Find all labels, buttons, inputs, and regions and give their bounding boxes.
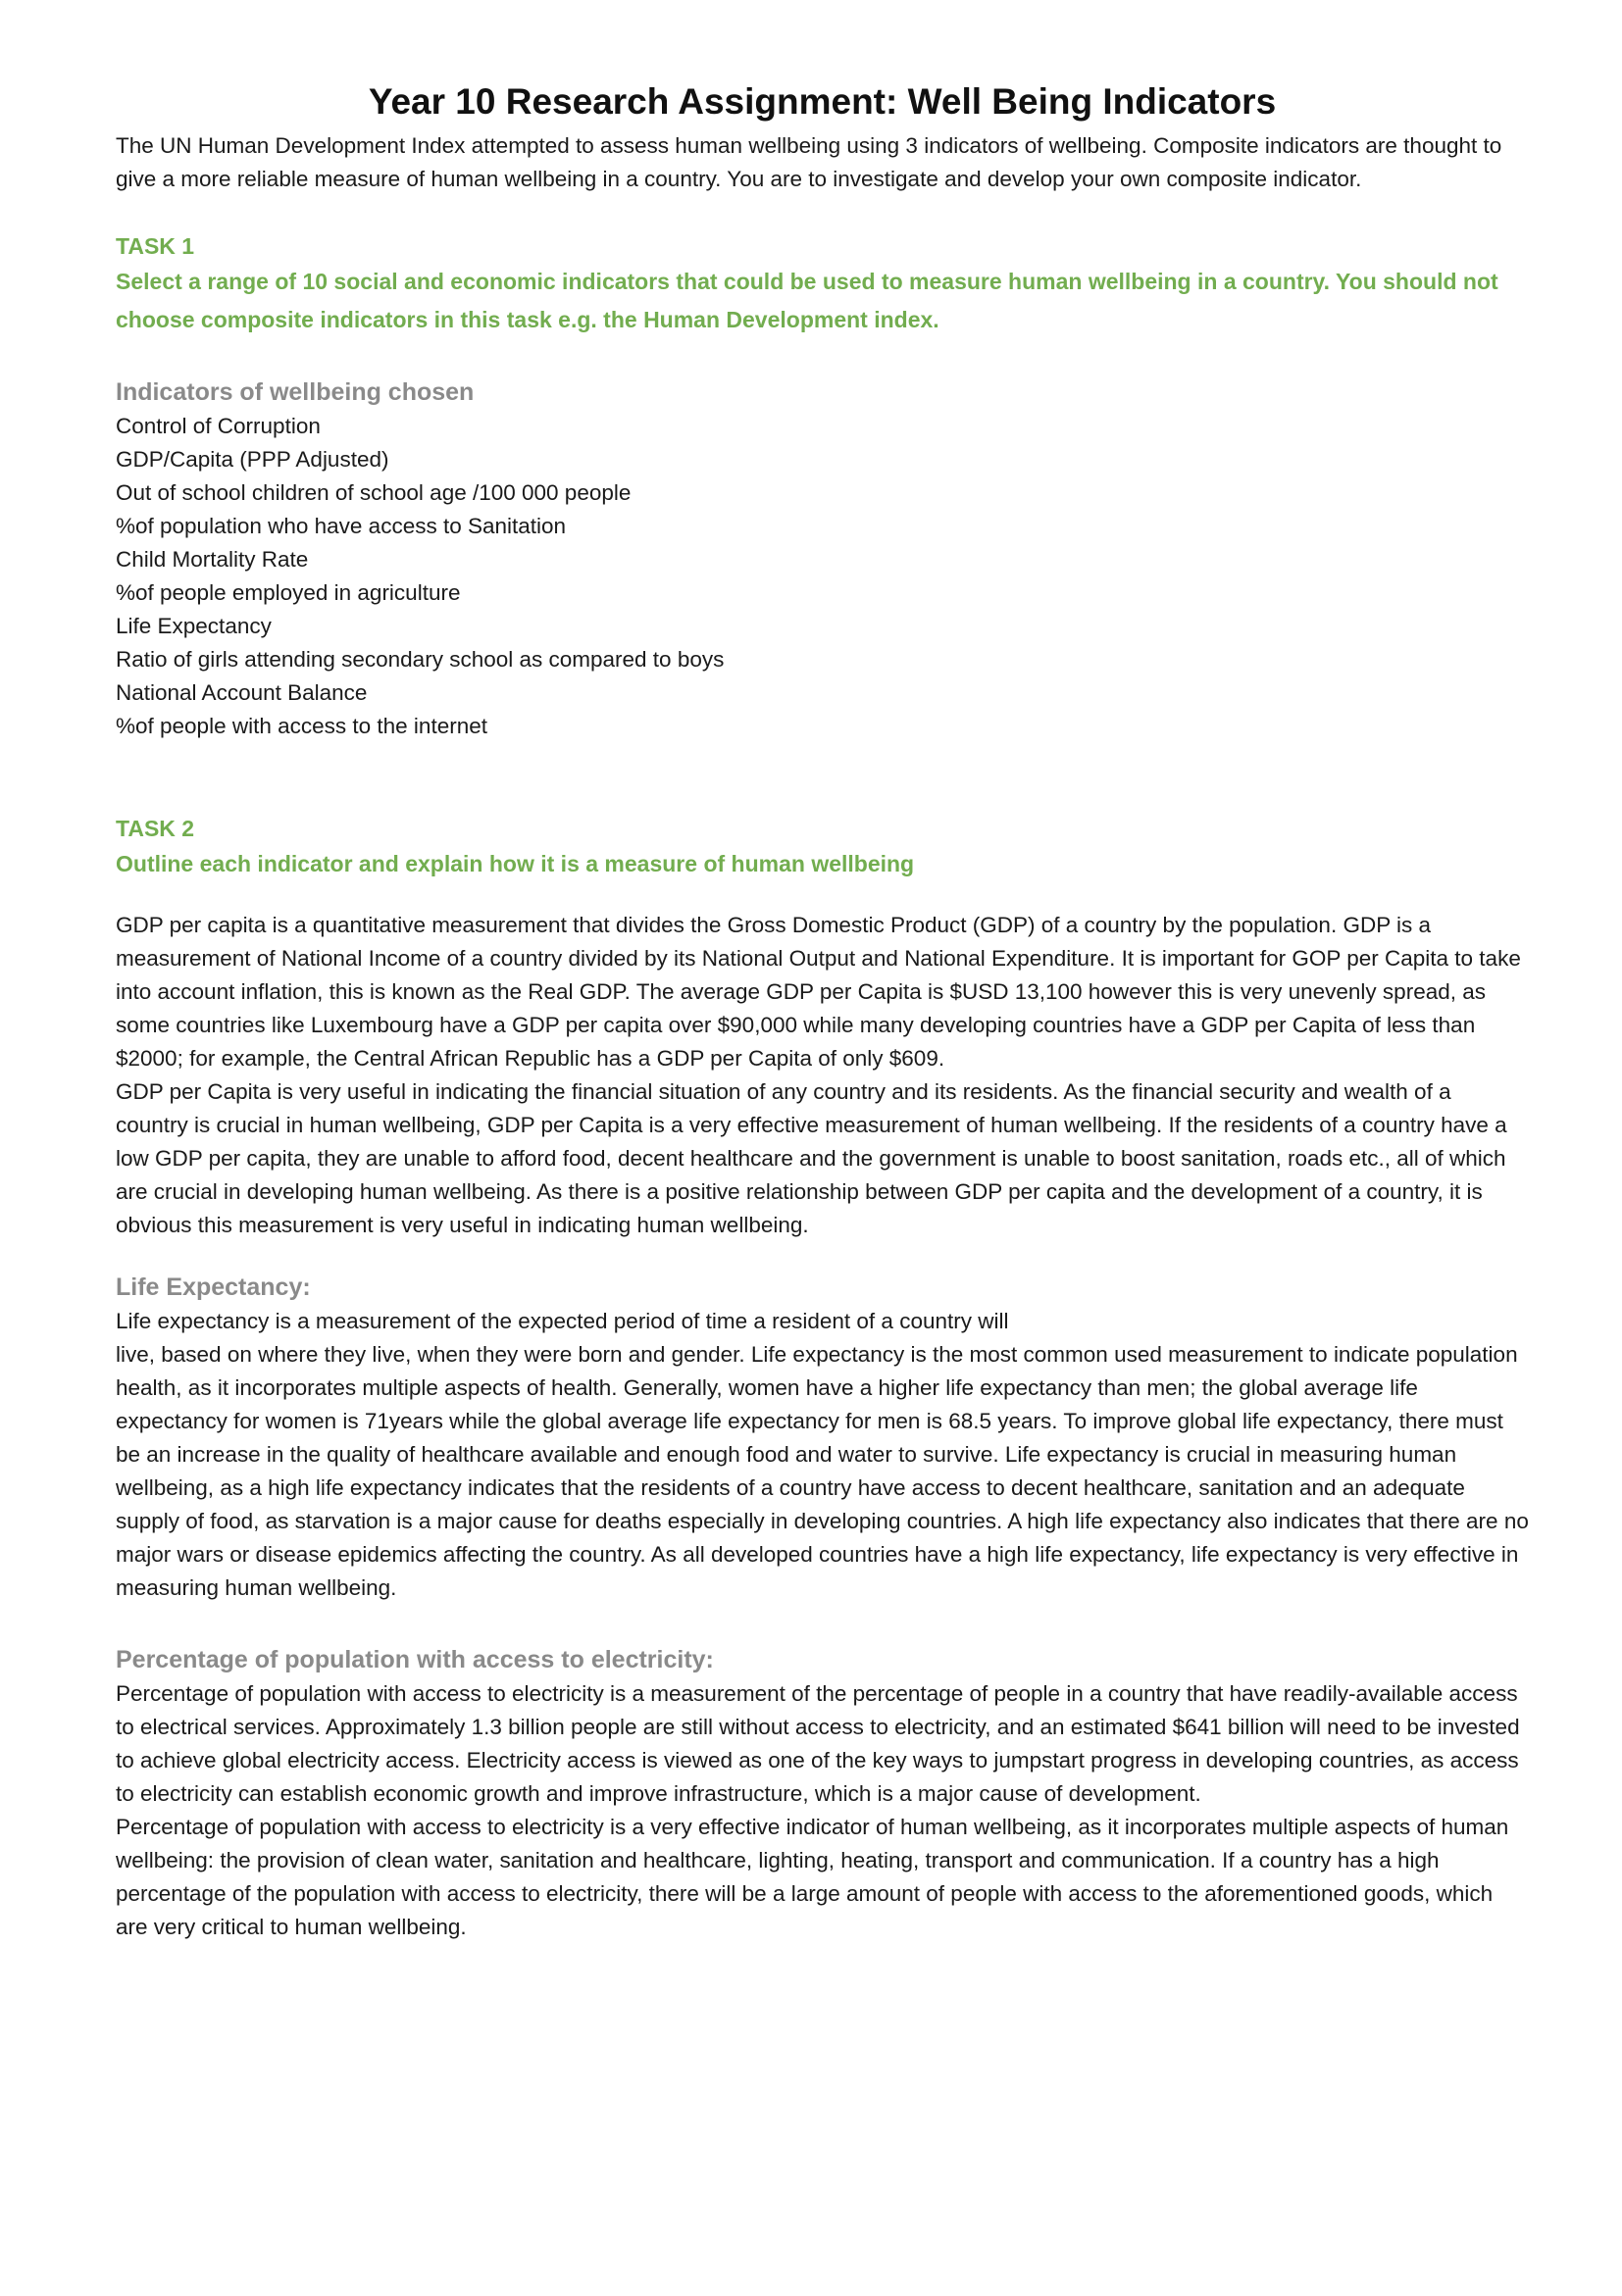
document-title: Year 10 Research Assignment: Well Being Indicators xyxy=(368,81,1277,122)
indicator-item: %of people employed in agriculture xyxy=(116,580,461,605)
gdp-paragraph-2: GDP per Capita is very useful in indicating the financial situation of any country and its residents. As the financial security and wealth of a country is crucial in human wellbeing, GDP per Capita is a very effective measurement of human wellbeing. If the residents of a country have a low GDP per capita, they are unable to afford food, decent healthcare and the government is unable to boost sanitation, roads etc., all of which are crucial in developing human wellbeing. As there is a positive relationship between GDP per capita and the development of a country, it is obvious this measurement is very useful in indicating human wellbeing. xyxy=(116,1079,1507,1237)
indicator-item: %of people with access to the internet xyxy=(116,714,487,738)
intro-paragraph: The UN Human Development Index attempted to assess human wellbeing using 3 indicators of wellbeing. Composite indicators are thought to give a more reliable measure of human wellbeing in a country. You are to investigate and develop your own composite indicator. xyxy=(116,133,1502,191)
gdp-paragraph-1: GDP per capita is a quantitative measurement that divides the Gross Domestic Product (GDP) of a country by the population. GDP is a measurement of National Income of a country divided by its National Output and National Expenditure. It is important for GOP per Capita to take into account inflation, this is known as the Real GDP. The average GDP per Capita is $USD 13,100 however this is very unevenly spread, as some countries like Luxembourg have a GDP per capita over $90,000 while many developing countries have a GDP per Capita of less than $2000; for example, the Central African Republic has a GDP per Capita of only $609. xyxy=(116,913,1521,1071)
spacer xyxy=(116,1605,1529,1642)
task1-description: Select a range of 10 social and economic indicators that could be used to measure human wellbeing in a country. You should not choose composite indicators in this task e.g. the Human Development index. xyxy=(116,269,1498,332)
indicator-item: National Account Balance xyxy=(116,680,368,705)
task1-label: TASK 1 xyxy=(116,233,195,259)
indicators-heading: Indicators of wellbeing chosen xyxy=(116,378,475,406)
indicator-item: Out of school children of school age /100 000 people xyxy=(116,480,632,505)
indicator-list xyxy=(116,410,1529,743)
spacer xyxy=(116,196,1529,229)
electricity-heading: Percentage of population with access to electricity: xyxy=(116,1646,714,1673)
spacer xyxy=(116,883,1529,909)
indicator-item: %of population who have access to Sanitation xyxy=(116,514,567,538)
spacer xyxy=(116,339,1529,374)
task2-label: TASK 2 xyxy=(116,816,195,841)
spacer xyxy=(116,1242,1529,1270)
indicator-item: Control of Corruption xyxy=(116,414,321,438)
indicator-item: Life Expectancy xyxy=(116,614,272,638)
indicator-item: GDP/Capita (PPP Adjusted) xyxy=(116,447,389,472)
life-expectancy-line-1: Life expectancy is a measurement of the expected period of time a resident of a country will xyxy=(116,1309,1009,1333)
indicator-item: Ratio of girls attending secondary school as compared to boys xyxy=(116,647,725,672)
indicator-item: Child Mortality Rate xyxy=(116,547,309,572)
life-expectancy-paragraph: live, based on where they live, when they were born and gender. Life expectancy is the most common used measurement to indicate population health, as it incorporates multiple aspects of health. Generally, women have a higher life expectancy than men; the global average life expectancy for women is 71years while the global average life expectancy for men is 68.5 years. To improve global life expectancy, there must be an increase in the quality of healthcare available and enough food and water to survive. Life expectancy is crucial in measuring human wellbeing, as a high life expectancy indicates that the residents of a country have access to decent healthcare, sanitation and an adequate supply of food, as starvation is a major cause for deaths especially in developing countries. A high life expectancy also indicates that there are no major wars or disease epidemics affecting the country. As all developed countries have a high life expectancy, life expectancy is very effective in measuring human wellbeing. xyxy=(116,1342,1529,1600)
electricity-paragraph-1: Percentage of population with access to electricity is a measurement of the percentage of people in a country that have readily-available access to electrical services. Approximately 1.3 billion people are still without access to electricity, and an estimated $641 billion will need to be invested to achieve global electricity access. Electricity access is viewed as one of the key ways to jumpstart progress in developing countries, as access to electricity can establish economic growth and improve infrastructure, which is a major cause of development. xyxy=(116,1681,1520,1806)
spacer xyxy=(116,743,1529,812)
task2-description: Outline each indicator and explain how it is a measure of human wellbeing xyxy=(116,851,915,876)
electricity-paragraph-2: Percentage of population with access to electricity is a very effective indicator of human wellbeing, as it incorporates multiple aspects of human wellbeing: the provision of clean water, sanitation and healthcare, lighting, heating, transport and communication. If a country has a high percentage of the population with access to electricity, there will be a large amount of people with access to the aforementioned goods, which are very critical to human wellbeing. xyxy=(116,1815,1509,1939)
life-expectancy-heading: Life Expectancy: xyxy=(116,1273,311,1301)
